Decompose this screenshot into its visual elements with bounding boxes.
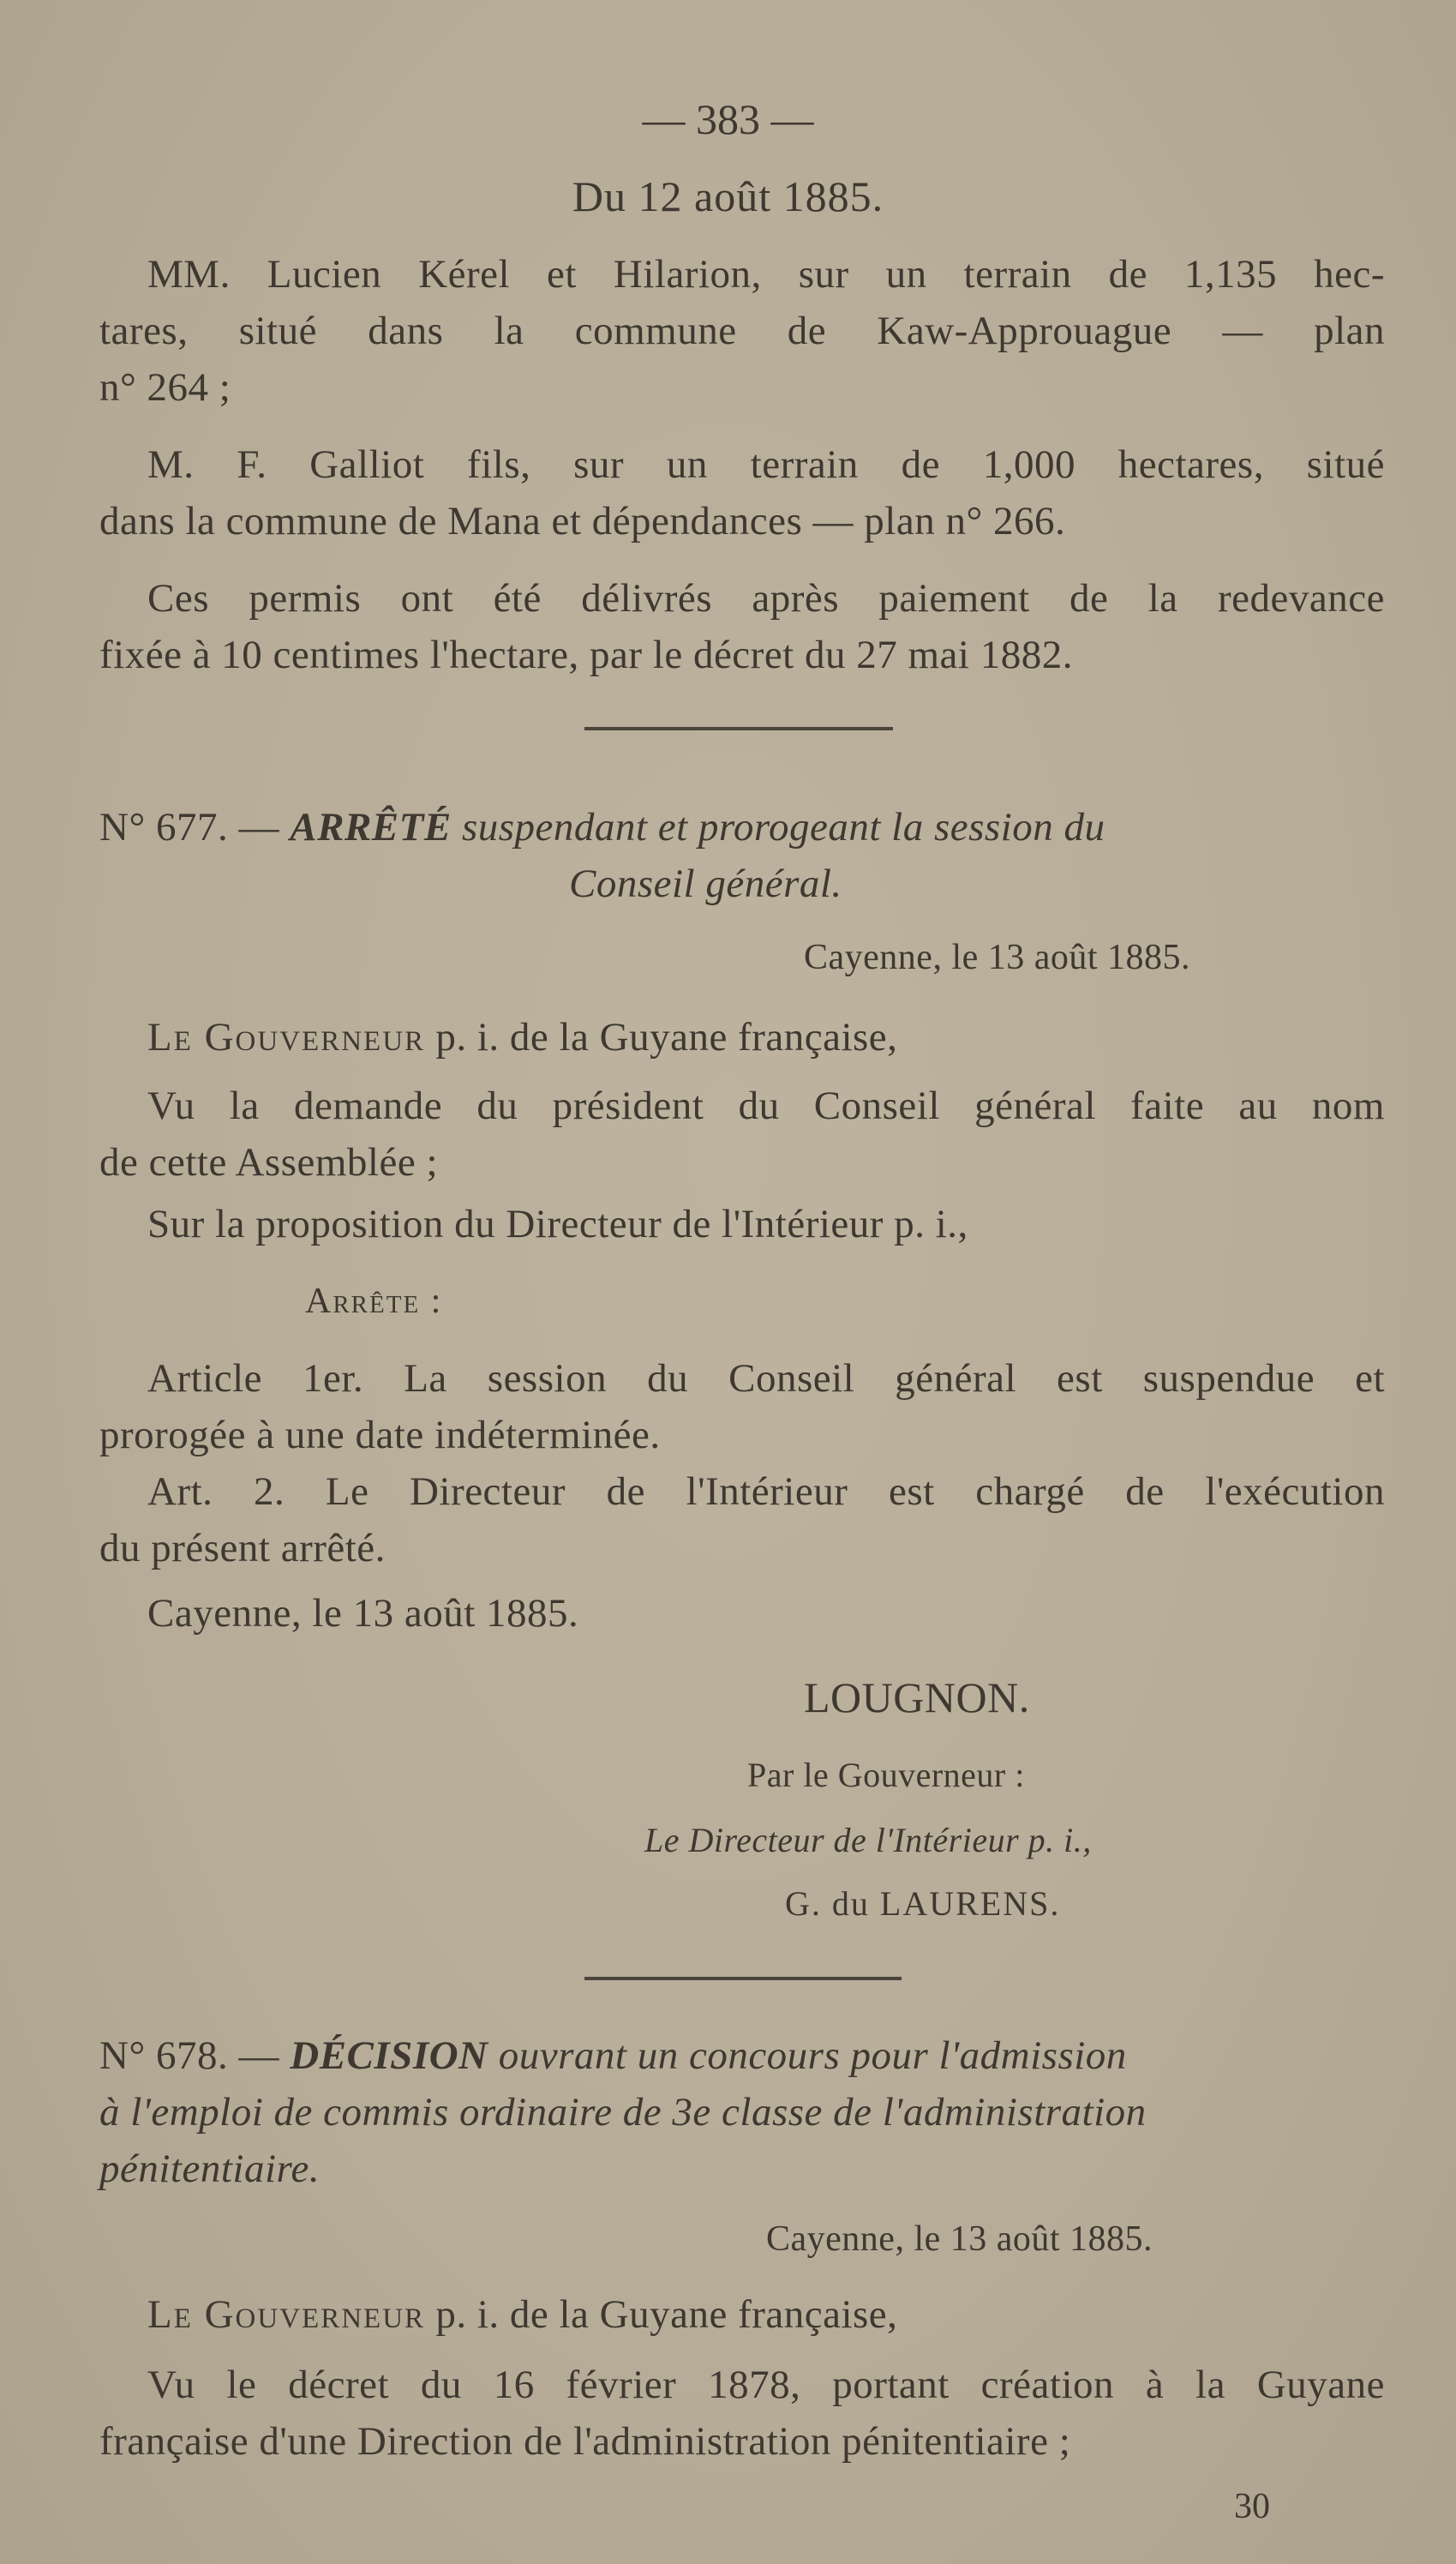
page-number: — 383 — bbox=[642, 95, 814, 143]
governor-title: Le Gouverneur bbox=[147, 1015, 426, 1060]
act-678-governor bbox=[147, 2289, 897, 2341]
act-678-type: DÉCISION bbox=[290, 2033, 488, 2078]
act-677-article-2-line-2: du présent arrêté. bbox=[99, 1526, 386, 1570]
act-677-article-1-line-1: Article 1er. La session du Conseil général est suspendue et bbox=[147, 1356, 1385, 1401]
act-677-heading bbox=[99, 802, 1105, 854]
act-677-number: N° 677. — bbox=[99, 805, 279, 850]
act-677-title-line-2: Conseil général. bbox=[569, 862, 842, 906]
act-677-governor bbox=[147, 1012, 897, 1064]
act-677-sur: Sur la proposition du Directeur de l'Intérieur p. i., bbox=[147, 1202, 968, 1246]
act-678-place-date: Cayenne, le 13 août 1885. bbox=[766, 2219, 1153, 2259]
permit-1-line-2: tares, situé dans la commune de Kaw-Approuague — plan bbox=[99, 309, 1385, 353]
date-heading: Du 12 août 1885. bbox=[572, 172, 884, 220]
act-677-directeur: Le Directeur de l'Intérieur p. i., bbox=[644, 1821, 1092, 1859]
act-678-vu-line-2: française d'une Direction de l'administration pénitentiaire ; bbox=[99, 2419, 1071, 2464]
permit-3-line-1: Ces permis ont été délivrés après paiement de la redevance bbox=[147, 576, 1385, 621]
section-divider bbox=[584, 727, 893, 730]
act-677-title: suspendant et prorogeant la session du bbox=[461, 805, 1105, 850]
act-677-article-2-line-1: Art. 2. Le Directeur de l'Intérieur est chargé de l'exécution bbox=[147, 1469, 1385, 1514]
act-677-par: Par le Gouverneur : bbox=[747, 1756, 1025, 1794]
governor-rest-2: p. i. de la Guyane française, bbox=[435, 2292, 898, 2337]
act-678-title-line-3: pénitentiaire. bbox=[99, 2147, 321, 2191]
act-677-vu-line-1: Vu la demande du président du Conseil général faite au nom bbox=[147, 1084, 1385, 1128]
governor-title-2: Le Gouverneur bbox=[147, 2292, 426, 2337]
permit-2-line-2: dans la commune de Mana et dépendances — plan n° 266. bbox=[99, 499, 1066, 543]
act-677-vu-line-2: de cette Assemblée ; bbox=[99, 1140, 438, 1185]
signature-mark: 30 bbox=[1234, 2487, 1270, 2526]
permit-3-line-2: fixée à 10 centimes l'hectare, par le décret du 27 mai 1882. bbox=[99, 633, 1073, 677]
act-678-title: ouvrant un concours pour l'admission bbox=[498, 2033, 1127, 2078]
act-678-number: N° 678. — bbox=[99, 2033, 279, 2078]
act-678-title-line-2: à l'emploi de commis ordinaire de 3e classe de l'administration bbox=[99, 2090, 1147, 2135]
act-677-type: ARRÊTÉ bbox=[290, 805, 452, 850]
permit-1-line-1: MM. Lucien Kérel et Hilarion, sur un terrain de 1,135 hec- bbox=[147, 252, 1385, 297]
act-677-closing: Cayenne, le 13 août 1885. bbox=[147, 1591, 579, 1636]
act-677-article-1-line-2: prorogée à une date indéterminée. bbox=[99, 1413, 661, 1457]
act-677-arrete: Arrête : bbox=[305, 1282, 443, 1321]
act-677-signer: G. du LAURENS. bbox=[785, 1884, 1061, 1923]
permit-2-line-1: M. F. Galliot fils, sur un terrain de 1,000 hectares, situé bbox=[147, 442, 1385, 487]
permit-1-line-3: n° 264 ; bbox=[99, 365, 231, 410]
act-677-place-date: Cayenne, le 13 août 1885. bbox=[804, 938, 1191, 977]
act-678-heading bbox=[99, 2030, 1127, 2082]
act-678-vu-line-1: Vu le décret du 16 février 1878, portant création à la Guyane bbox=[147, 2363, 1385, 2407]
section-divider-2 bbox=[584, 1977, 902, 1980]
governor-rest: p. i. de la Guyane française, bbox=[435, 1015, 898, 1060]
act-677-signature: LOUGNON. bbox=[804, 1673, 1030, 1721]
